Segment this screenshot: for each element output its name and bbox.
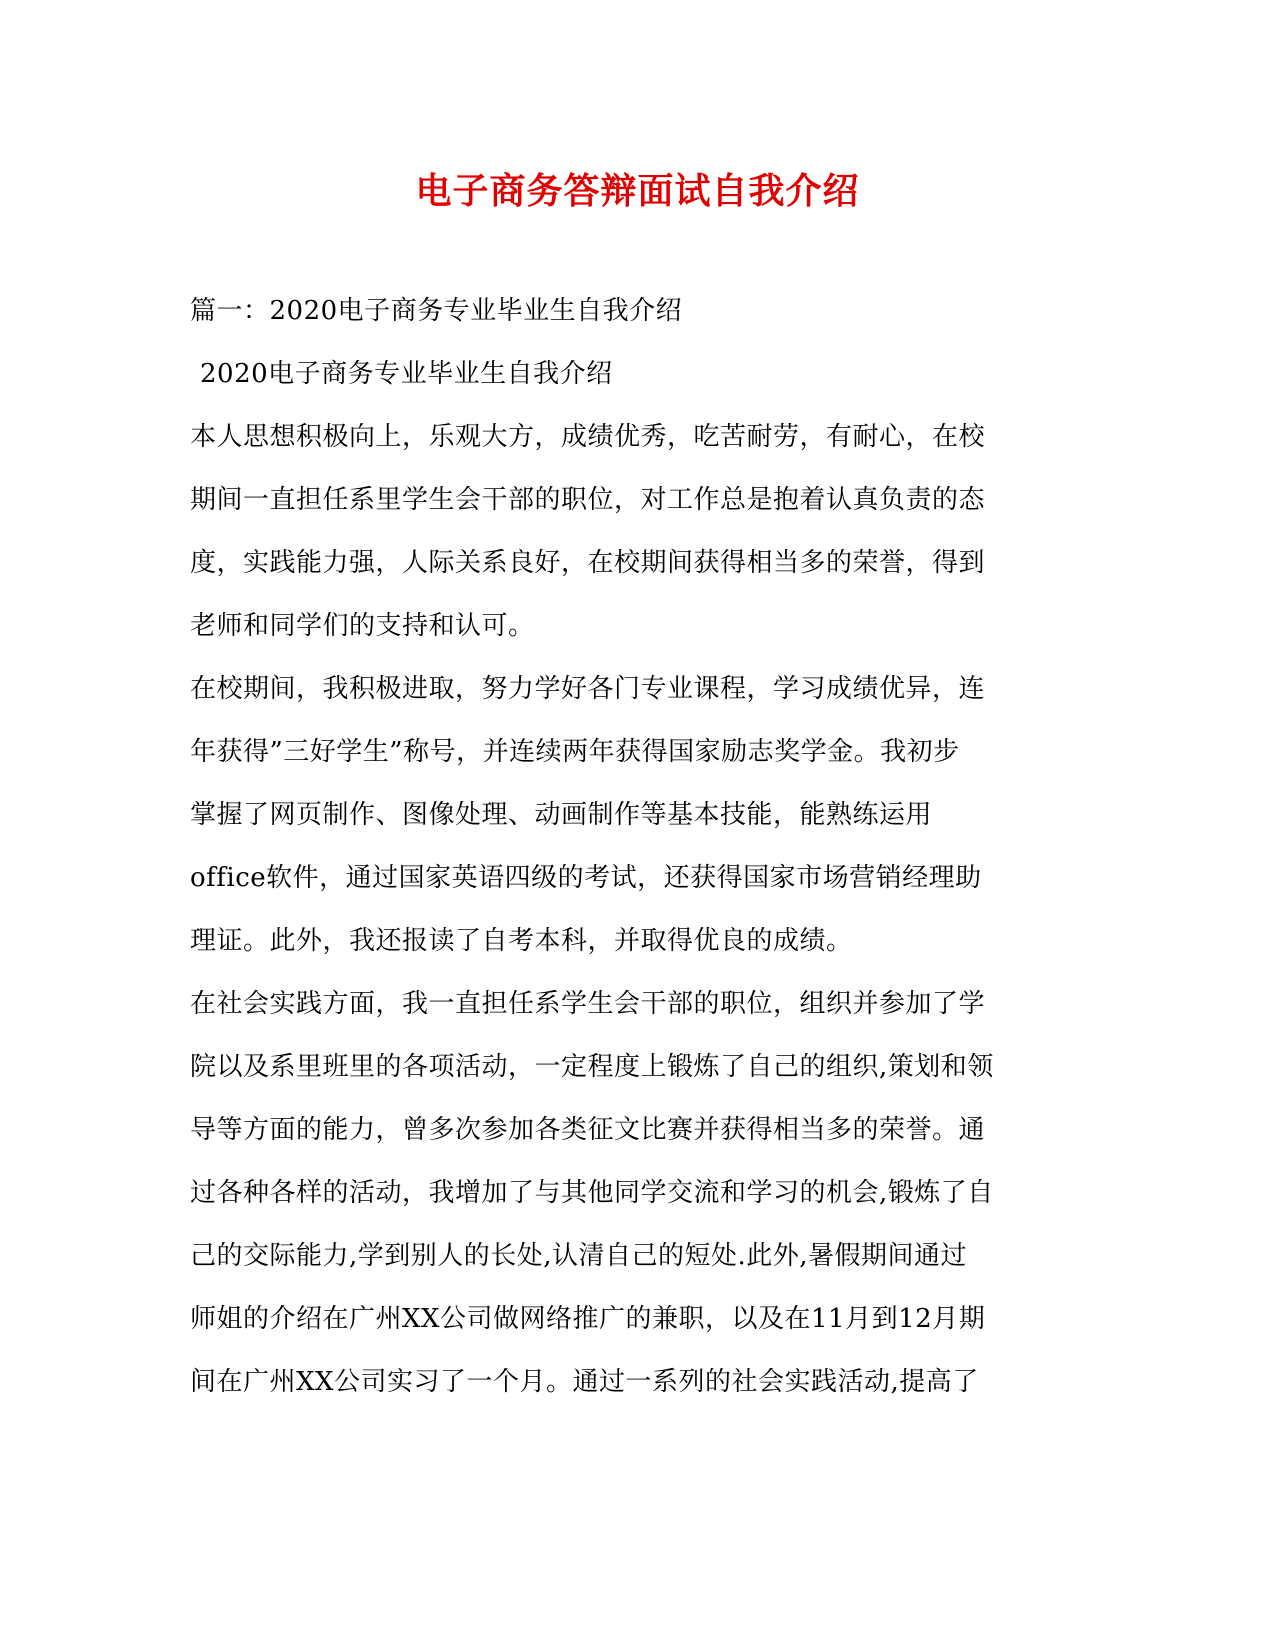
section-heading: 篇一：2020电子商务专业毕业生自我介绍	[190, 296, 683, 326]
paragraph-line: 掌握了网页制作、图像处理、动画制作等基本技能，能熟练运用	[190, 800, 933, 830]
paragraph-line: 在社会实践方面，我一直担任系学生会干部的职位，组织并参加了学	[190, 989, 986, 1019]
subsection-heading: 2020电子商务专业毕业生自我介绍	[200, 359, 613, 389]
paragraph-line: 导等方面的能力，曾多次参加各类征文比赛并获得相当多的荣誉。通	[190, 1115, 986, 1145]
paragraph-line: 己的交际能力,学到别人的长处,认清自己的短处.此外,暑假期间通过	[190, 1241, 968, 1271]
paragraph-line: 院以及系里班里的各项活动，一定程度上锻炼了自己的组织,策划和领	[190, 1052, 994, 1082]
paragraph-line: 在校期间，我积极进取，努力学好各门专业课程，学习成绩优异，连	[190, 674, 986, 704]
paragraph-line: 间在广州XX公司实习了一个月。通过一系列的社会实践活动,提高了	[190, 1367, 979, 1397]
paragraph-line: 师姐的介绍在广州XX公司做网络推广的兼职，以及在11月到12月期	[190, 1304, 986, 1334]
paragraph-line: 过各种各样的活动，我增加了与其他同学交流和学习的机会,锻炼了自	[190, 1178, 994, 1208]
paragraph-line: 度，实践能力强，人际关系良好，在校期间获得相当多的荣誉，得到	[190, 548, 986, 578]
paragraph-line: 老师和同学们的支持和认可。	[190, 611, 535, 641]
paragraph-line: office软件，通过国家英语四级的考试，还获得国家市场营销经理助	[190, 863, 982, 893]
paragraph-line: 期间一直担任系里学生会干部的职位，对工作总是抱着认真负责的态	[190, 485, 986, 515]
paragraph-line: 年获得”三好学生”称号，并连续两年获得国家励志奖学金。我初步	[190, 737, 960, 767]
paragraph-line: 本人思想积极向上，乐观大方，成绩优秀，吃苦耐劳，有耐心，在校	[190, 422, 986, 452]
document-title: 电子商务答辩面试自我介绍	[415, 170, 860, 212]
document-body	[190, 280, 1090, 1414]
paragraph-line: 理证。此外，我还报读了自考本科，并取得优良的成绩。	[190, 926, 853, 956]
